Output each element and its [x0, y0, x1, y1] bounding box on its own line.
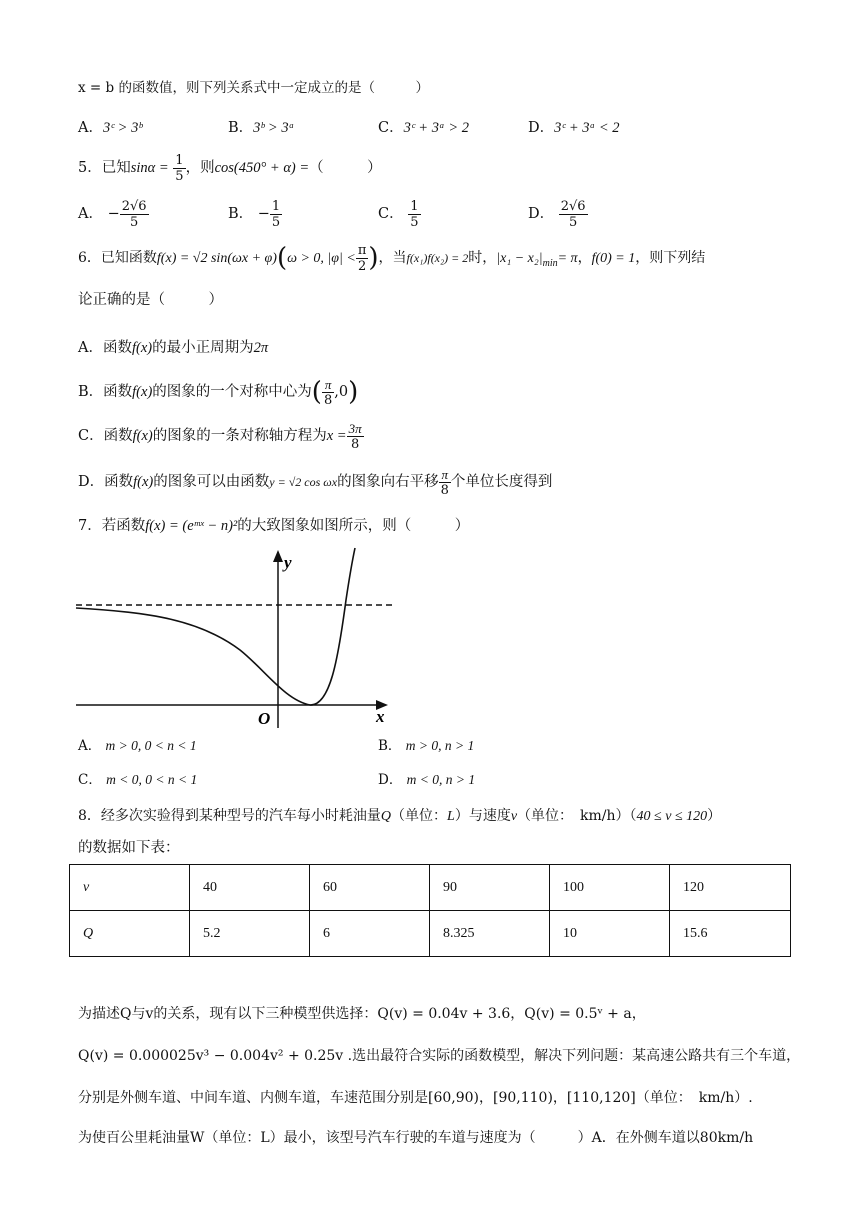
q8-paragraph-3: 分别是外侧车道、中间车道、内侧车道，车速范围分别是[60,90)，[90,110)，[110,120]（单位： km/h）.	[78, 1090, 753, 1106]
q5-option-c: C． $\frac{1}{5}$	[378, 198, 419, 230]
q6-option-d: D．函数f(x)的图象可以由函数y = √2 cos ωx的图象向右平移 $\frac{\pi}{8}$ 个单位长度得到	[78, 466, 553, 498]
q8-paragraph-4: 为使百公里耗油量W（单位：L）最小，该型号汽车行驶的车道与速度为（ ）A．在外侧车道以80km/h	[78, 1130, 754, 1146]
q6-option-c: C．函数f(x)的图象的一条对称轴方程为x = $\frac{3\pi}{8}$	[78, 420, 362, 452]
table-row	[70, 911, 791, 957]
y-axis-arrow	[273, 550, 283, 562]
q5-option-b: B． − $\frac{1}{5}$	[228, 198, 281, 230]
q6-stem-line2: 论正确的是（ ）	[78, 292, 223, 308]
q4-option-d: D．3ᶜ + 3ᵃ < 2	[528, 120, 620, 136]
q7-option-b: B． m > 0, n > 1	[378, 738, 475, 754]
q5-stem: 5．已知sinα = $\frac{1}{5}$ ，则cos(450° + α) =（ ）	[78, 152, 382, 184]
table-cell: 10	[550, 911, 670, 957]
q8-data-table	[69, 864, 791, 957]
q7-option-d: D． m < 0, n > 1	[378, 772, 476, 788]
table-header-v: v	[70, 865, 190, 911]
q4-stem-tail: x = b 的函数值，则下列关系式中一定成立的是（ ）	[78, 80, 429, 96]
table-header-q: Q	[70, 911, 190, 957]
y-axis-label: y	[284, 553, 292, 572]
q6-stem-line1: 6．已知函数f(x) = √2 sin(ωx + φ)(ω > 0, |φ| < $\frac{\pi}{2}$ )，当f(x₁)f(x₂) = 2时，$|x_1 - x_2|_{min}= \pi$，f(0) = 1，则下列结	[78, 242, 706, 274]
table-cell: 6	[310, 911, 430, 957]
table-cell: 15.6	[670, 911, 791, 957]
q5-option-a: A． − $\frac{2√6}{5}$	[78, 198, 147, 230]
x-axis-label: x	[376, 707, 385, 726]
q7-stem: 7．若函数f(x) = (eᵐˣ − n)²的大致图象如图所示，则（ ）	[78, 518, 470, 534]
q4-option-c: C．3ᶜ + 3ᵃ > 2	[378, 120, 470, 136]
q6-option-b: B．函数f(x)的图象的一个对称中心为( $\frac{\pi}{8}$ ,0)	[78, 376, 359, 408]
q4-option-b: B．3ᵇ > 3ᵃ	[228, 120, 295, 136]
q7-option-c: C． m < 0, 0 < n < 1	[78, 772, 198, 788]
table-cell: 40	[190, 865, 310, 911]
q5-stem-fraction: $\frac{1}{5}$	[175, 152, 184, 184]
q5-option-d: D． $\frac{2√6}{5}$	[528, 198, 586, 230]
function-curve	[76, 548, 355, 705]
q7-function-graph	[70, 540, 400, 730]
q8-stem-line2: 的数据如下表：	[78, 840, 180, 856]
q6-option-a: A．函数f(x)的最小正周期为2π	[78, 340, 269, 356]
table-cell: 5.2	[190, 911, 310, 957]
table-cell: 60	[310, 865, 430, 911]
table-cell: 8.325	[430, 911, 550, 957]
table-row	[70, 865, 791, 911]
q8-paragraph-1: 为描述Q与v的关系，现有以下三种模型供选择：Q(v) = 0.04v + 3.6，Q(v) = 0.5ᵛ + a，	[78, 1006, 646, 1022]
origin-label: O	[258, 709, 271, 728]
q8-paragraph-2: Q(v) = 0.000025v³ − 0.004v² + 0.25v .选出最符合实际的函数模型，解决下列问题：某高速公路共有三个车道，	[78, 1048, 801, 1064]
table-cell: 120	[670, 865, 791, 911]
table-cell: 100	[550, 865, 670, 911]
table-cell: 90	[430, 865, 550, 911]
q4-option-a: A．3ᶜ > 3ᵇ	[78, 120, 143, 136]
q8-stem-line1: 8．经多次实验得到某种型号的汽车每小时耗油量Q（单位：L）与速度v（单位： km/h）（40 ≤ v ≤ 120）	[78, 808, 722, 824]
q7-option-a: A． m > 0, 0 < n < 1	[78, 738, 197, 754]
